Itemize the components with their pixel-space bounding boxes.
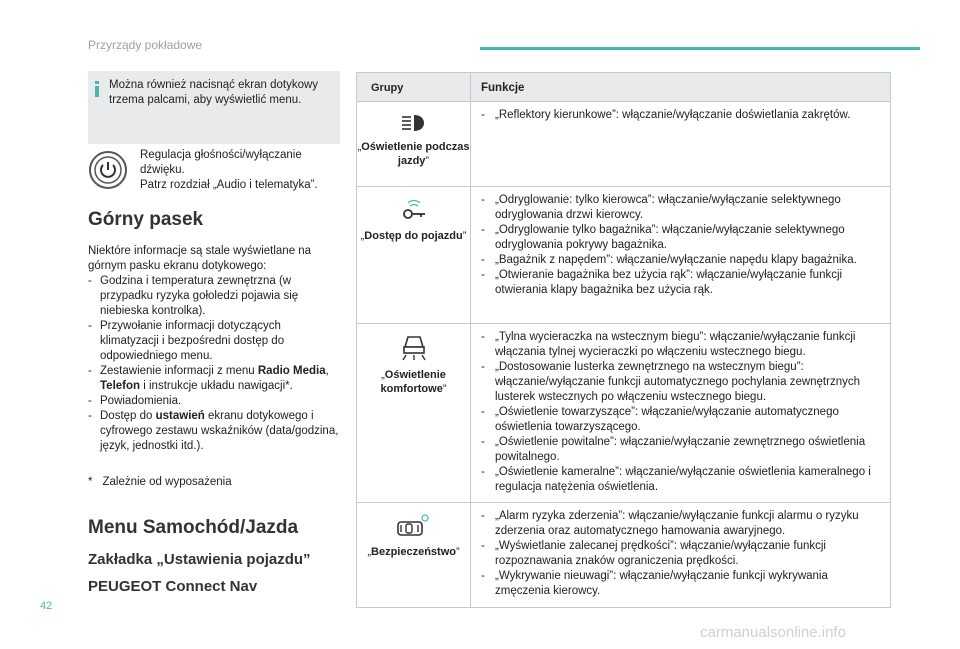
nav-heading: PEUGEOT Connect Nav [88,578,258,595]
col-functions: Funkcje [481,82,525,94]
tab-heading: Zakładka „Ustawienia pojazdu” [88,551,311,568]
power-volume-icon [88,150,128,190]
key-icon [400,197,428,223]
volume-description [140,148,340,193]
function-item: - „Oświetlenie powitalne”: włączanie/wyłączanie zewnętrznego oświetlenia powitalnego. [481,435,880,465]
function-item: - „Otwieranie bagażnika bez użycia rąk”: włączanie/wyłączanie funkcji otwierania klapy bagażnika bez użycia rąk. [481,268,880,298]
table-header [357,73,890,101]
group-name: „Oświetlenie komfortowe” [380,369,447,395]
top-bar-body [88,244,340,454]
table-row [357,502,890,607]
settings-table [356,72,891,608]
safety-icon [396,513,432,539]
function-item: - „Odryglowanie: tylko kierowca”: włączanie/wyłączanie selektywnego odryglowania drzwi kierowcy. [481,193,880,223]
list-item: - Godzina i temperatura zewnętrzna (w przypadku ryzyka gołoledzi pojawia się niebieska kontrolka). [88,274,340,319]
info-note-text: Można również nacisnąć ekran dotykowy trzema palcami, aby wyświetlić menu. [109,79,319,106]
function-item: - „Dostosowanie lusterka zewnętrznego na wstecznym biegu”: włączanie/wyłączanie funkcji automatycznego pochylania zewnętrznych lusterek wstecznych po włączeniu wstecznego biegu. [481,360,880,405]
group-name: „Oświetlenie podczas jazdy” [357,141,470,167]
section-title: Przyrządy pokładowe [88,38,203,52]
top-bar-intro: Niektóre informacje są stale wyświetlane na górnym pasku ekranu dotykowego: [88,245,312,272]
footnote: * Zależnie od wyposażenia [88,476,232,488]
list-item: - Dostęp do ustawień ekranu dotykowego i cyfrowego zestawu wskaźników (data/godzina, język, jednostki itd.). [88,409,340,454]
info-icon [95,81,99,97]
table-row [357,323,890,502]
function-item: - „Alarm ryzyka zderzenia”: włączanie/wyłączanie funkcji alarmu o ryzyku zderzenia oraz automatycznego hamowania awaryjnego. [481,509,880,539]
header-rule [480,47,920,50]
function-item: - „Oświetlenie towarzyszące”: włączanie/wyłączanie automatycznego oświetlenia towarzyszącego. [481,405,880,435]
group-name: „Dostęp do pojazdu” [360,230,467,242]
page-number: 42 [40,600,53,612]
volume-line-1: Regulacja głośności/wyłączanie dźwięku. [140,149,302,176]
info-note [88,71,340,144]
comfort-lighting-icon [399,334,429,362]
col-groups: Grupy [357,73,471,101]
function-item: - „Tylna wycieraczka na wstecznym biegu”: włączanie/wyłączanie funkcji włączania tylnej wycieraczki po włączeniu wstecznego biegu. [481,330,880,360]
function-item: - „Bagażnik z napędem”: włączanie/wyłączanie napędu klapy bagażnika. [481,253,880,268]
watermark: carmanualsonline.info [700,624,846,641]
volume-line-2: Patrz rozdział „Audio i telematyka”. [140,179,318,191]
list-item: - Powiadomienia. [88,394,340,409]
function-item: - „Odryglowanie tylko bagażnika”: włączanie/wyłączanie selektywnego odryglowania pokrywy bagażnika. [481,223,880,253]
headlight-icon [400,112,428,134]
list-item: - Przywołanie informacji dotyczących klimatyzacji i bezpośredni dostęp do odpowiedniego menu. [88,319,340,364]
function-item: - „Wyświetlanie zalecanej prędkości”: włączanie/wyłączanie funkcji rozpoznawania znaków ograniczenia prędkości. [481,539,880,569]
group-name: „Bezpieczeństwo” [367,546,460,558]
function-item: - „Oświetlenie kameralne”: włączanie/wyłączanie oświetlenia kameralnego i regulacja natężenia oświetlenia. [481,465,880,495]
table-row [357,101,890,186]
menu-heading: Menu Samochód/Jazda [88,517,299,538]
function-item: - „Reflektory kierunkowe”: włączanie/wyłączanie doświetlania zakrętów. [481,108,880,123]
table-row [357,186,890,323]
function-item: - „Wykrywanie nieuwagi”: włączanie/wyłączanie funkcji wykrywania zmęczenia kierowcy. [481,569,880,599]
list-item: - Zestawienie informacji z menu Radio Media, Telefon i instrukcje układu nawigacji*. [88,364,340,394]
top-bar-heading: Górny pasek [88,209,204,230]
